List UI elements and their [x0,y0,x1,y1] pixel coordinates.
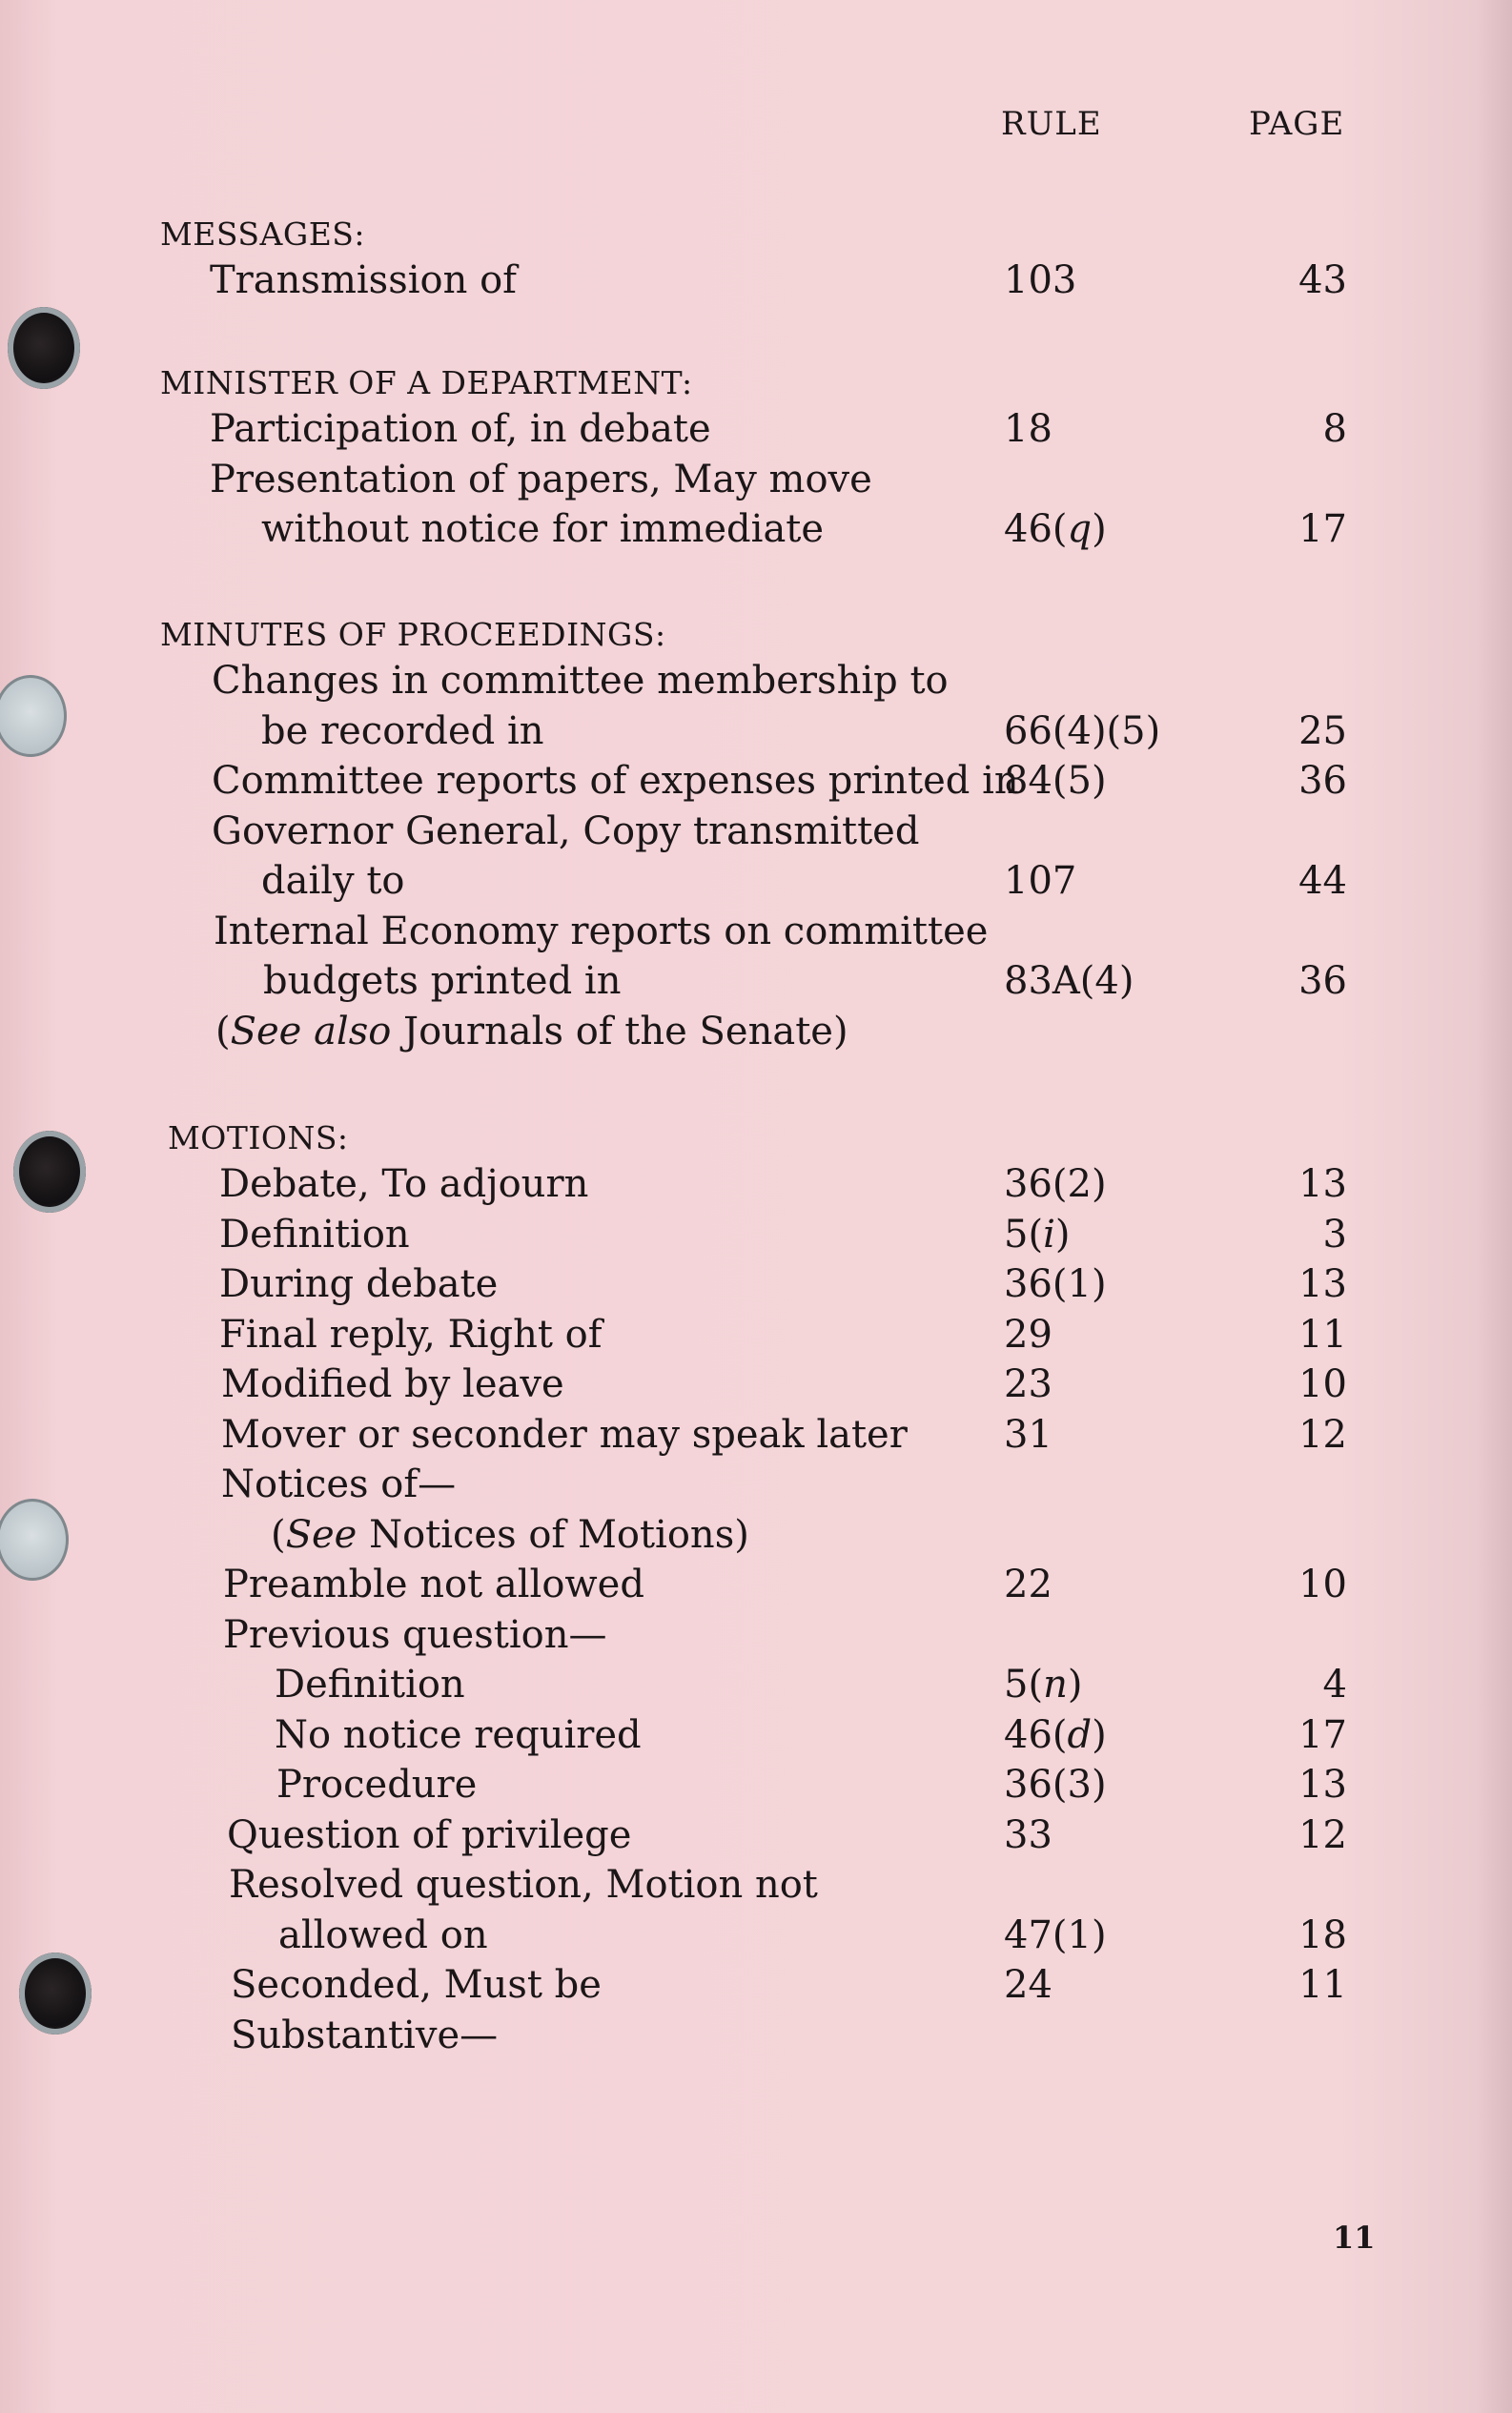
entry-text: Debate, To adjourn [219,1162,589,1206]
entry-text: Definition [219,1212,410,1257]
entry-text: Internal Economy reports on committee [214,909,989,953]
index-entry [160,856,1400,907]
entry-rule: 31 [1004,1412,1052,1457]
entry-rule: 103 [1004,258,1077,302]
binder-hole-icon [0,675,67,757]
index-entry [160,1710,1400,1761]
entry-page: 44 [1298,859,1347,903]
entry-text: Previous question— [223,1612,607,1657]
entry-page: 17 [1298,507,1347,551]
entry-text: Participation of, in debate [210,407,711,451]
section-title: MINISTER OF A DEPARTMENT: [160,364,693,401]
binder-hole-icon [8,307,80,389]
entry-text: Seconded, Must be [231,1963,602,2007]
index-section-minutes [160,614,1400,1056]
section-title: MINUTES OF PROCEEDINGS: [160,616,666,653]
entry-text: Question of privilege [227,1812,632,1857]
binder-hole-icon [13,1131,86,1213]
entry-rule: 5(n) [1004,1663,1083,1707]
index-entry [160,1007,1400,1057]
section-title: MESSAGES: [160,215,366,253]
entry-page: 13 [1298,1763,1347,1807]
index-entry [160,2011,1400,2061]
index-entry [160,1810,1400,1861]
entry-rule: 47(1) [1004,1912,1107,1957]
index-entry [160,1259,1400,1310]
index-entry [160,756,1400,807]
entry-text: Modified by leave [221,1362,564,1406]
entry-rule: 46(q) [1004,507,1107,551]
entry-text: Governor General, Copy transmitted [212,808,920,853]
index-entry [160,455,1400,505]
index-entry [160,706,1400,757]
index-entry [160,1410,1400,1461]
index-entry [160,504,1400,555]
entry-page: 36 [1298,959,1347,1003]
entry-page: 25 [1298,708,1347,753]
entry-text: Notices of— [221,1462,457,1506]
entry-page: 13 [1298,1162,1347,1206]
entry-page: 17 [1298,1712,1347,1757]
binder-hole-icon [19,1953,92,2035]
index-entry [160,907,1400,957]
index-entry [160,1660,1400,1710]
index-entry [160,404,1400,455]
entry-text: Committee reports of expenses printed in [212,759,1019,803]
entry-text: be recorded in [261,708,544,753]
entry-text: (See also Journals of the Senate) [215,1009,848,1053]
entry-rule: 83A(4) [1004,959,1134,1003]
index-entry [160,1911,1400,1961]
entry-text: During debate [219,1262,499,1306]
entry-page: 13 [1298,1262,1347,1306]
entry-rule: 22 [1004,1563,1052,1606]
index-entry [160,256,1400,306]
entry-rule: 29 [1004,1312,1052,1357]
entry-text: daily to [261,859,405,903]
index-entry [160,1159,1400,1210]
entry-page: 36 [1298,759,1347,803]
index-section-motions [160,1117,1400,2060]
entry-rule: 46(d) [1004,1712,1107,1757]
entry-text: Changes in committee membership to [212,659,949,703]
entry-text: Transmission of [210,258,517,302]
entry-text: allowed on [278,1912,488,1957]
entry-rule: 36(1) [1004,1262,1107,1306]
entry-text: (See Notices of Motions) [271,1512,749,1557]
index-entry [160,1310,1400,1360]
entry-rule: 33 [1004,1812,1052,1857]
rule-column-header: RULE [1001,105,1102,143]
index-entry [160,1960,1400,2011]
page-number: 11 [1333,2219,1376,2256]
entry-text: Resolved question, Motion not [229,1863,818,1907]
index-entry [160,656,1400,706]
entry-page: 3 [1322,1212,1347,1257]
entry-page: 4 [1322,1663,1347,1707]
binder-hole-icon [0,1499,69,1581]
entry-page: 12 [1298,1412,1347,1457]
entry-page: 11 [1298,1963,1347,2007]
entry-rule: 23 [1004,1362,1052,1406]
entry-rule: 24 [1004,1963,1052,2007]
entry-text: budgets printed in [263,959,622,1003]
entry-text: Presentation of papers, May move [210,457,872,501]
entry-rule: 36(2) [1004,1162,1107,1206]
entry-rule: 18 [1004,407,1052,451]
entry-rule: 84(5) [1004,759,1107,803]
index-entry [160,1360,1400,1410]
page-column-header: PAGE [1249,105,1345,143]
entry-rule: 36(3) [1004,1763,1107,1807]
index-entry [160,1560,1400,1610]
index-entry [160,807,1400,857]
entry-rule: 107 [1004,859,1077,903]
entry-page: 10 [1298,1362,1347,1406]
entry-text: Procedure [276,1763,478,1807]
section-title: MOTIONS: [168,1119,349,1156]
entry-text: No notice required [275,1712,642,1757]
entry-page: 8 [1322,407,1347,451]
entry-text: Definition [275,1663,465,1707]
entry-page: 10 [1298,1563,1347,1606]
entry-page: 11 [1298,1312,1347,1357]
index-section-messages [160,214,1400,306]
entry-page: 18 [1298,1912,1347,1957]
page-edge-shadow [1476,0,1512,2413]
entry-text: Preamble not allowed [223,1563,644,1606]
entry-text: Substantive— [231,2013,499,2057]
entry-page: 43 [1298,258,1347,302]
index-entry [160,1510,1400,1561]
entry-text: Final reply, Right of [219,1312,603,1357]
entry-text: without notice for immediate [261,507,825,551]
index-entry [160,1210,1400,1260]
index-entry [160,1610,1400,1661]
index-section-minister [160,362,1400,555]
entry-text: Mover or seconder may speak later [221,1412,908,1457]
index-entry [160,1760,1400,1810]
entry-rule: 5(i) [1004,1212,1071,1257]
entry-page: 12 [1298,1812,1347,1857]
index-entry [160,956,1400,1007]
entry-rule: 66(4)(5) [1004,708,1161,753]
index-entry [160,1460,1400,1510]
index-entry [160,1860,1400,1911]
